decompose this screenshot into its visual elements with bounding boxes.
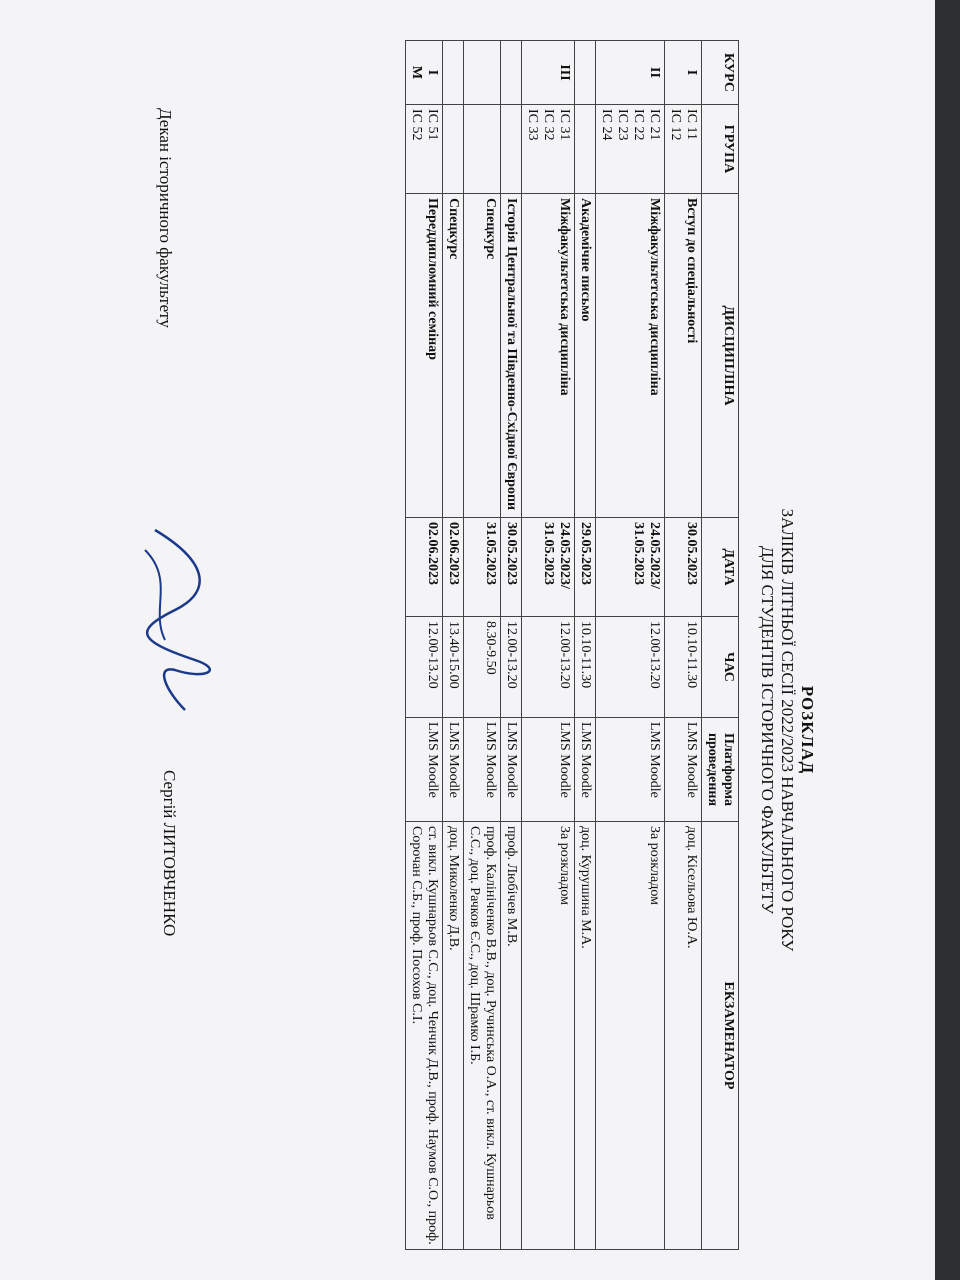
cell-kurs [575,41,596,105]
cell-kurs [443,41,464,105]
cell-data: 24.05.2023/ 31.05.2023 [522,518,575,617]
cell-chas: 8.30-9.50 [464,617,501,718]
cell-dyscyplina: Спецкурс [443,194,464,518]
col-examiner-header: ЕКЗАМЕНАТОР [702,822,739,1250]
table-row [575,41,596,1250]
table-header-row [702,41,739,1250]
cell-grupa: ІС 31 ІС 32 ІС 33 [522,105,575,194]
cell-ekzamenator: За розкладом [522,822,575,1250]
cell-platforma: LMS Moodle [665,718,702,822]
cell-ekzamenator: доц. Курушина М.А. [575,822,596,1250]
cell-platforma: LMS Moodle [522,718,575,822]
cell-ekzamenator: За розкладом [596,822,665,1250]
cell-dyscyplina: Міжфакультетська дисципліна [522,194,575,518]
table-row [443,41,464,1250]
doc-title: РОЗКЛАД [798,685,817,775]
cell-grupa [501,105,522,194]
cell-kurs: ІІ [596,41,665,105]
cell-ekzamenator: ст. викл. Кушнарьов С.С., доц. Ченчик Д.В., проф. Наумов С.О., проф. Сорочан С.Б., проф. Посохов С.І. [406,822,443,1250]
table-row [596,41,665,1250]
col-time-header: ЧАС [702,617,739,718]
cell-data: 30.05.2023 [665,518,702,617]
cell-kurs: І [665,41,702,105]
cell-kurs: ІІІ [522,41,575,105]
schedule-table [405,40,739,1250]
cell-platforma: LMS Moodle [575,718,596,822]
cell-chas: 10.10-11.30 [665,617,702,718]
cell-grupa [464,105,501,194]
doc-subtitle-2: ДЛЯ СТУДЕНТІВ ІСТОРИЧНОГО ФАКУЛЬТЕТУ [758,545,777,915]
cell-kurs [501,41,522,105]
cell-kurs: І М [406,41,443,105]
cell-grupa [443,105,464,194]
col-disc-header: ДИСЦИПЛІНА [702,194,739,518]
cell-chas: 12.00-13.20 [501,617,522,718]
cell-dyscyplina: Вступ до спеціальності [665,194,702,518]
cell-platforma: LMS Moodle [501,718,522,822]
cell-ekzamenator: проф. Калініченко В.В., доц. Ручинська О.А., ст. викл. Кушнарьов С.С., доц. Рачков Є.С., доц. Шрамко І.Б. [464,822,501,1250]
cell-grupa [575,105,596,194]
cell-dyscyplina: Міжфакультетська дисципліна [596,194,665,518]
cell-dyscyplina: Історія Центральної та Південно-Східної Європи [501,194,522,518]
cell-ekzamenator: доц. Миколенко Д.В. [443,822,464,1250]
cell-dyscyplina: Спецкурс [464,194,501,518]
col-grupa-header: ГРУПА [702,105,739,194]
cell-platforma: LMS Moodle [596,718,665,822]
table-row [464,41,501,1250]
cell-data: 31.05.2023 [464,518,501,617]
col-platform-header: Платформа проведення [702,718,739,822]
cell-chas: 10.10-11.30 [575,617,596,718]
cell-data: 30.05.2023 [501,518,522,617]
cell-ekzamenator: проф. Любічев М.В. [501,822,522,1250]
cell-chas: 12.00-13.20 [406,617,443,718]
table-row [665,41,702,1250]
cell-platforma: LMS Moodle [443,718,464,822]
cell-dyscyplina: Академічне письмо [575,194,596,518]
cell-dyscyplina: Переддипломний семінар [406,194,443,518]
table-row [406,41,443,1250]
dean-label: Декан історичного факультету [156,108,175,328]
cell-kurs [464,41,501,105]
cell-chas: 12.00-13.20 [596,617,665,718]
cell-platforma: LMS Moodle [464,718,501,822]
doc-subtitle: ЗАЛІКІВ ЛІТНЬОЇ СЕСІЇ 2022/2023 НАВЧАЛЬНОГО РОКУ [778,508,797,952]
col-kurs-header: КУРС [702,41,739,105]
col-date-header: ДАТА [702,518,739,617]
dean-name: Сергій ЛИТОВЧЕНКО [160,770,179,937]
cell-chas: 12.00-13.20 [522,617,575,718]
cell-ekzamenator: доц. Кісельова Ю.А. [665,822,702,1250]
cell-grupa: ІС 21 ІС 22 ІС 23 ІС 24 [596,105,665,194]
cell-platforma: LMS Moodle [406,718,443,822]
signature-image [125,520,235,720]
cell-grupa: ІС 51 ІС 52 [406,105,443,194]
cell-grupa: ІС 11 ІС 12 [665,105,702,194]
cell-data: 29.05.2023 [575,518,596,617]
cell-data: 24.05.2023/ 31.05.2023 [596,518,665,617]
cell-data: 02.06.2023 [406,518,443,617]
table-row [522,41,575,1250]
cell-chas: 13.40-15.00 [443,617,464,718]
table-row [501,41,522,1250]
cell-data: 02.06.2023 [443,518,464,617]
